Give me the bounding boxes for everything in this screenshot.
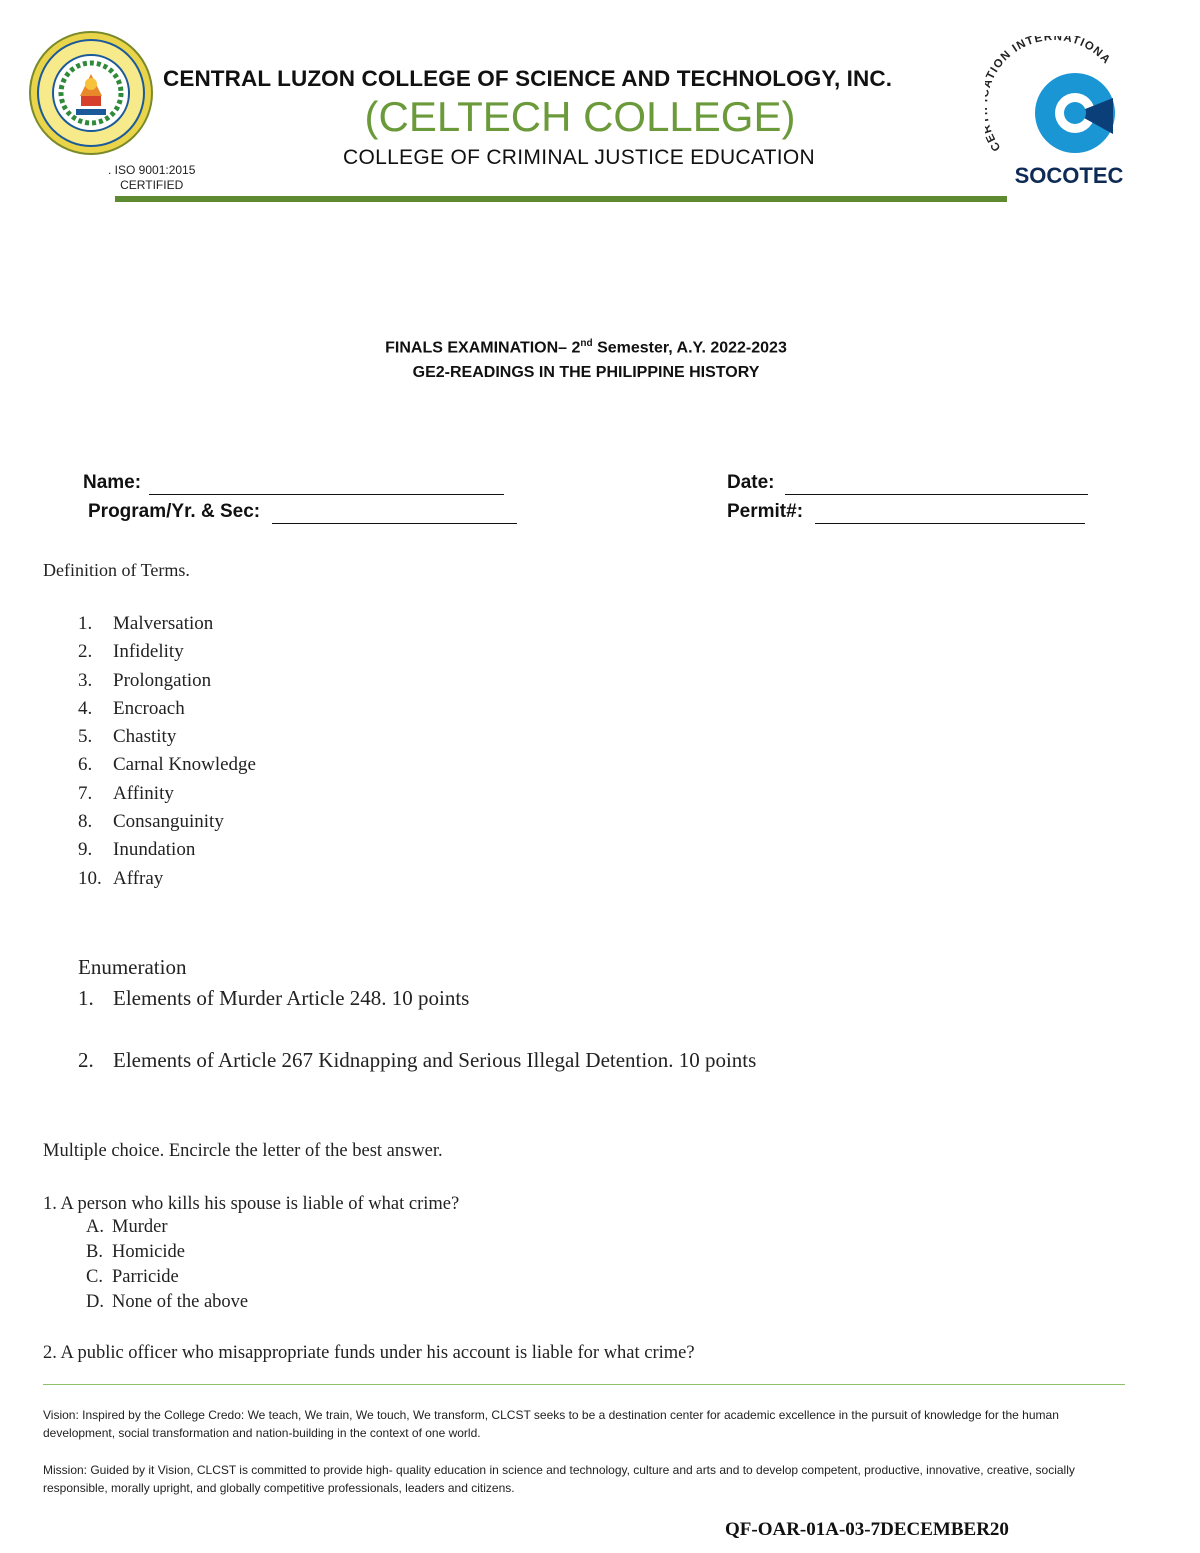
list-item	[78, 726, 256, 754]
item-number: 4.	[78, 697, 93, 719]
item-number: 3.	[78, 669, 93, 691]
list-item	[78, 839, 256, 867]
date-field[interactable]	[785, 473, 1088, 495]
date-label: Date:	[727, 472, 775, 493]
choice-letter: A.	[86, 1217, 104, 1237]
header-divider	[115, 196, 1007, 202]
permit-label: Permit#:	[727, 501, 804, 522]
list-item	[78, 868, 256, 896]
list-item	[78, 613, 256, 641]
enumeration-item	[78, 1048, 756, 1073]
list-item	[78, 783, 256, 811]
item-number: 6.	[78, 754, 93, 776]
program-label: Program/Yr. & Sec:	[88, 501, 261, 522]
permit-field[interactable]	[815, 503, 1085, 524]
term-text: Inundation	[113, 839, 196, 861]
term-text: Infidelity	[113, 641, 184, 663]
exam-subject: GE2-READINGS IN THE PHILIPPINE HISTORY	[412, 364, 760, 381]
term-text: Consanguinity	[113, 811, 224, 833]
choice-option[interactable]	[86, 1242, 248, 1267]
iso-standard: . ISO 9001:2015	[108, 163, 196, 177]
item-number: 5.	[78, 726, 93, 748]
enumeration-text: Elements of Murder Article 248. 10 points	[113, 986, 470, 1010]
enumeration-text: Elements of Article 267 Kidnapping and Serious Illegal Detention. 10 points	[113, 1048, 757, 1072]
exam-title-semester: Semester, A.Y. 2022-2023	[592, 339, 787, 357]
question-2: 2. A public officer who misappropriate funds under his account is liable for what crime?	[43, 1343, 695, 1363]
choice-text: None of the above	[112, 1292, 249, 1312]
choice-text: Murder	[112, 1217, 168, 1237]
list-item	[78, 698, 256, 726]
item-number: 2.	[78, 641, 93, 663]
list-item	[78, 811, 256, 839]
term-text: Affinity	[113, 782, 174, 804]
name-label: Name:	[83, 472, 142, 493]
choice-letter: B.	[86, 1242, 103, 1262]
item-number: 7.	[78, 782, 93, 804]
socotec-certification-logo	[985, 36, 1130, 191]
term-text: Chastity	[113, 726, 177, 748]
term-text: Malversation	[113, 613, 214, 634]
item-number: 10.	[78, 867, 102, 889]
socotec-brand: SOCOTEC	[1014, 163, 1124, 188]
list-item	[78, 641, 256, 669]
footer-divider	[43, 1384, 1125, 1385]
document-code: QF-OAR-01A-03-7DECEMBER20	[725, 1519, 1009, 1540]
choice-text: Homicide	[112, 1242, 185, 1262]
item-number: 1.	[78, 613, 93, 634]
choice-text: Parricide	[112, 1267, 179, 1287]
definition-heading: Definition of Terms.	[43, 560, 190, 580]
item-number: 9.	[78, 839, 93, 861]
iso-certified-label: CERTIFIED	[120, 178, 184, 192]
item-number: 8.	[78, 811, 93, 833]
mission-statement: Mission: Guided by it Vision, CLCST is committed to provide high- quality education in science and technology, culture and arts and to develop competent, productive, innovative, creative, socially responsible, morally upright, and globally competitive professionals, leaders and citizens.	[43, 1463, 1075, 1495]
exam-title	[0, 338, 1172, 357]
question-1-choices	[86, 1217, 248, 1317]
item-number: 2.	[78, 1048, 94, 1072]
term-text: Affray	[113, 867, 164, 889]
choice-letter: C.	[86, 1267, 103, 1287]
enumeration-item	[78, 986, 469, 1011]
exam-title-ordinal: nd	[580, 338, 593, 349]
choice-option[interactable]	[86, 1267, 248, 1292]
term-text: Carnal Knowledge	[113, 754, 256, 776]
term-text: Prolongation	[113, 669, 212, 691]
name-field[interactable]	[149, 473, 504, 495]
term-text: Encroach	[113, 697, 185, 719]
vision-statement: Vision: Inspired by the College Credo: We teach, We train, We touch, We transform, CLCST seeks to be a destination center for academic excellence in the pursuit of knowledge for the human development, social transformation and nation-building in the context of one world.	[43, 1408, 1059, 1440]
cert-arc-text: CE TION INTERNATIONA	[985, 36, 1113, 154]
school-name: CENTRAL LUZON COLLEGE OF SCIENCE AND TECHNOLOGY, INC.	[163, 66, 893, 91]
item-number: 1.	[78, 986, 94, 1010]
exam-title-main: FINALS EXAMINATION– 2	[385, 339, 581, 357]
department-name: COLLEGE OF CRIMINAL JUSTICE EDUCATION	[343, 146, 815, 169]
choice-letter: D.	[86, 1292, 104, 1312]
program-field[interactable]	[272, 503, 517, 524]
choice-option[interactable]	[86, 1217, 248, 1242]
list-item	[78, 754, 256, 782]
school-short-name: (CELTECH COLLEGE)	[364, 93, 796, 140]
definition-term-list	[78, 613, 256, 896]
multiple-choice-heading: Multiple choice. Encircle the letter of the best answer.	[43, 1141, 443, 1161]
enumeration-heading: Enumeration	[78, 955, 187, 979]
list-item	[78, 670, 256, 698]
choice-option[interactable]	[86, 1292, 248, 1317]
question-1: 1. A person who kills his spouse is liable of what crime?	[43, 1194, 460, 1214]
